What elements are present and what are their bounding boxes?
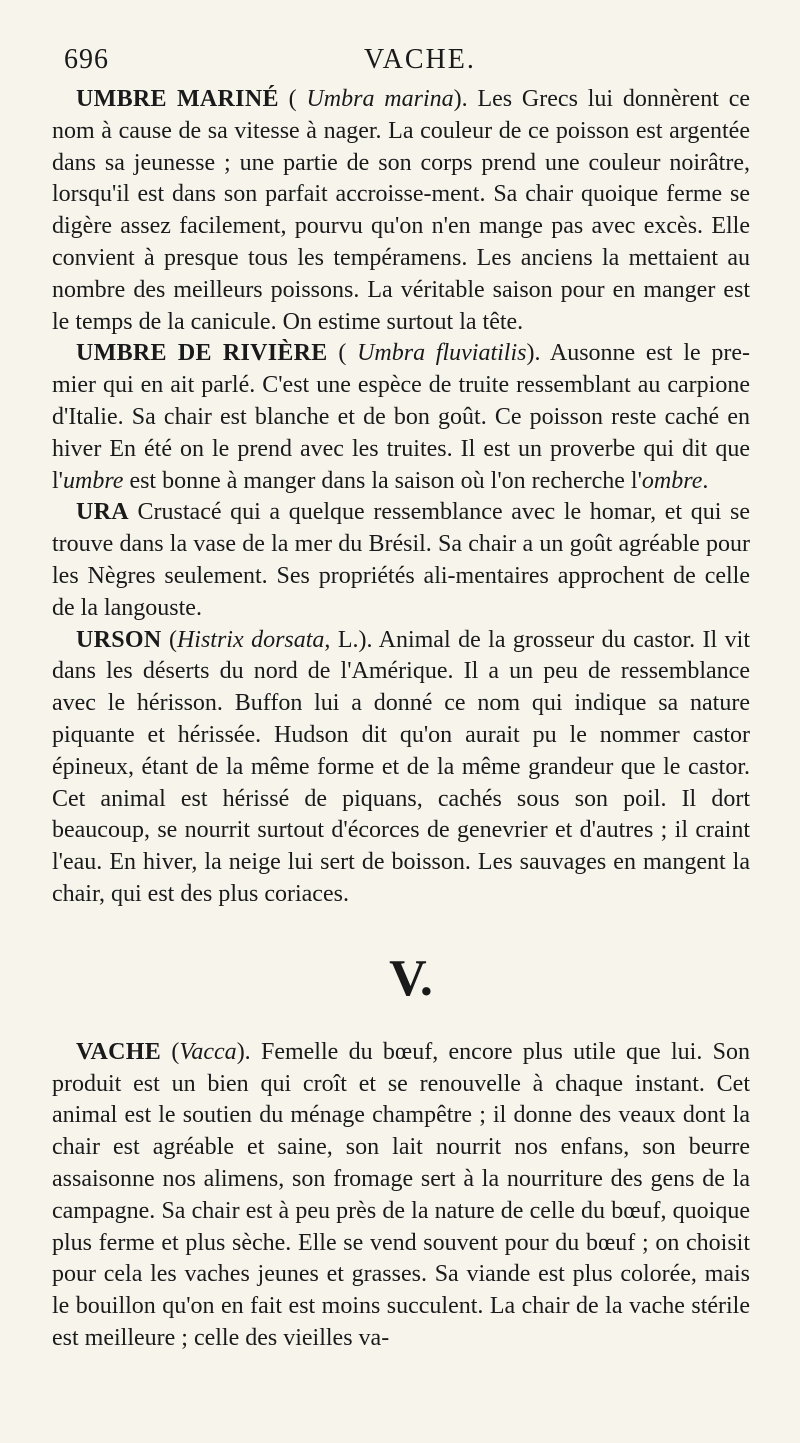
entry-umbre-riviere: [52, 338, 750, 497]
entry-text: , L.). Animal de la grosseur du castor. Il vit dans les déserts du nord de l'Amérique. Il a un peu de ressemblance avec le hérisson. Buffon lui a donné ce nom qui indique sa nature piquante et hérissée. Hudson dit qu'on aurait pu le nommer castor épineux, étant de la même forme et de la même grandeur que le castor. Cet animal est hérissé de piquans, cachés sous son poil. Il dort beaucoup, se nourrit surtout d'écorces de genevrier et d'autres ; il craint l'eau. En hiver, la neige lui sert de boisson. Les sauvages en mangent la chair, qui est des plus coriaces.: [52, 626, 750, 907]
entry-latin-name: Umbra fluviatilis: [357, 340, 527, 367]
entry-text-continued: est bonne à manger dans la saison où l'on recherche l': [123, 467, 642, 494]
entry-italic-term: umbre: [63, 467, 124, 494]
entry-headword: VACHE: [76, 1038, 162, 1065]
entry-latin-name: Umbra marina: [306, 86, 454, 112]
entry-vache: [52, 1037, 750, 1355]
entry-headword: UMBRE MARINÉ: [76, 86, 279, 112]
entry-paren-open: (: [161, 1038, 180, 1065]
page-number: 696: [64, 44, 109, 75]
entry-headword: URSON: [76, 626, 162, 653]
entry-headword: URA: [76, 499, 129, 526]
entry-ura: [52, 497, 750, 624]
entry-urson: [52, 625, 750, 911]
entry-headword: UMBRE DE RIVIÈRE: [76, 340, 328, 367]
entry-paren-open: (: [161, 626, 177, 653]
entry-text-end: .: [702, 467, 709, 494]
entry-umbre-marine: [52, 84, 750, 338]
entry-text: ). Les Grecs lui donnèrent ce nom à cause de sa vitesse à nager. La couleur de ce poisson est argentée dans sa jeunesse ; une partie de son corps prend une couleur noirâtre, lorsqu'il est dans son parfait accroisse-ment. Sa chair quoique ferme se digère assez facilement, pourvu qu'on n'en mange pas avec excès. Elle convient à presque tous les tempéramens. Les anciens la mettaient au nombre des meilleurs poissons. La véritable saison pour en manger est le temps de la canicule. On estime surtout la tête.: [52, 86, 751, 335]
entry-italic-term: ombre: [641, 467, 703, 494]
running-title: VACHE.: [364, 44, 476, 75]
section-heading-letter: V.: [389, 949, 433, 1007]
running-head: [52, 44, 750, 84]
entry-text: ). Femelle du bœuf, encore plus utile que lui. Son produit est un bien qui croît et se renouvelle à chaque instant. Cet animal est le soutien du ménage champêtre ; il donne des veaux dont la chair est agréable et saine, son lait nourrit nos enfans, son beurre assaisonne nos alimens, son fromage sert à la nourriture des gens de la campagne. Sa chair est à peu près de la nature de celle du bœuf, quoique plus ferme et plus sèche. Elle se vend souvent pour du bœuf ; on choisit pour cela les vaches jeunes et grasses. Sa viande est plus colorée, mais le bouillon qu'on en fait est moins succulent. La chair de la vache stérile est meilleure ; celle des vieilles va-: [52, 1038, 750, 1351]
entry-paren-open: (: [278, 86, 307, 112]
entry-text: Crustacé qui a quelque ressemblance avec le homar, et qui se trouve dans la vase de la mer du Brésil. Sa chair a un goût agréable pour les Nègres seulement. Ses propriétés ali-mentaires approchent de celle de la langouste.: [52, 499, 750, 621]
entry-text: ). Ausonne est le pre-mier qui en ait parlé. C'est une espèce de truite ressemblant au carpione d'Italie. Sa chair est blanche et de bon goût. Ce poisson reste caché en hiver En été on le prend avec les truites. Il est un proverbe qui dit que l': [52, 340, 751, 494]
entry-latin-name: Vacca: [179, 1038, 237, 1065]
entry-paren-open: (: [327, 340, 358, 367]
entry-latin-name: Histrix dorsata: [176, 626, 325, 653]
